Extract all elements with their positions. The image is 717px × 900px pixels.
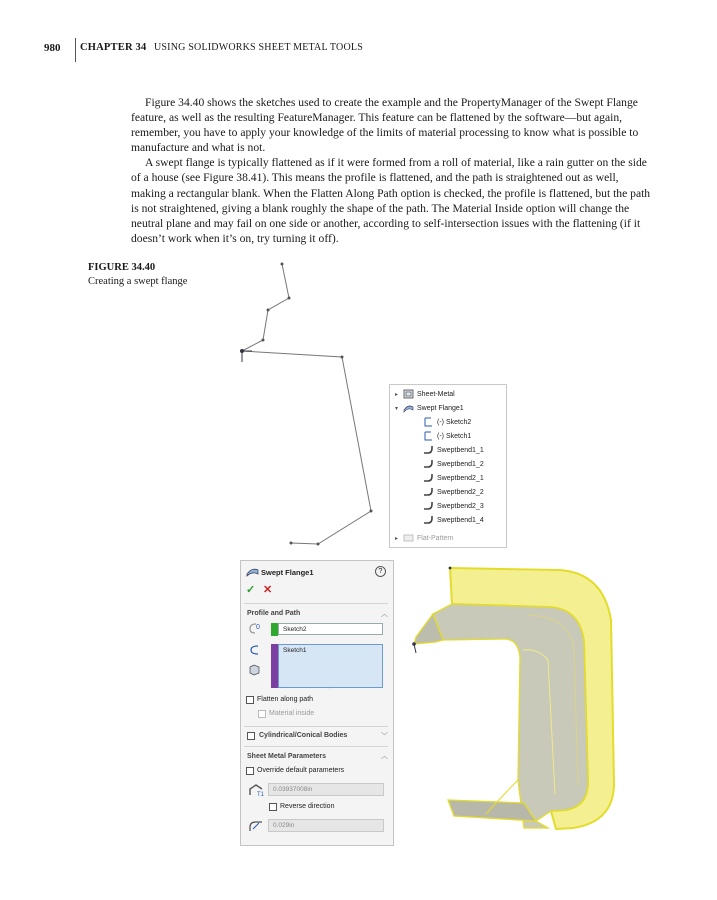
thickness-icon bbox=[248, 783, 264, 797]
profile-icon bbox=[248, 622, 262, 634]
bend-icon bbox=[423, 445, 434, 455]
tree-item-label: (-) Sketch2 bbox=[437, 418, 472, 426]
override-parameters-label: Override default parameters bbox=[257, 767, 345, 774]
bend-radius-icon bbox=[248, 819, 264, 833]
tree-item-sweptbend[interactable] bbox=[423, 443, 484, 457]
tree-item-sketch2[interactable] bbox=[423, 415, 471, 429]
bend-icon bbox=[423, 501, 434, 511]
reverse-direction-checkbox[interactable] bbox=[269, 803, 277, 811]
path-color-swatch bbox=[271, 644, 278, 688]
sketch-drawing bbox=[230, 258, 390, 558]
panel-title: Swept Flange1 bbox=[261, 568, 314, 577]
figure-label: FIGURE 34.40 bbox=[88, 262, 156, 273]
paragraph: A swept flange is typically flattened as if it were formed from a roll of material, like a rain gutter on the side of a house (see Figure 38.41). This means the profile is flattened, and the path is straightened out as well, making a rectangular blank. When the Flatten Along Path option is checked, the profile is flattened, but the path is not straightened, giving a blank roughly the shape of the path. The Material Inside option will change the neutral plane and may fail on one side or another, according to self-intersection issues with the flattening (if it doesn’t work when it’s on, try turning it off). bbox=[131, 156, 651, 245]
tree-item-sweptbend[interactable] bbox=[423, 485, 484, 499]
expand-icon[interactable]: ▸ bbox=[395, 391, 399, 398]
thickness-field[interactable]: 0.03937008in bbox=[268, 783, 384, 796]
expand-icon[interactable]: ▸ bbox=[395, 535, 399, 542]
material-inside-label: Material inside bbox=[269, 710, 315, 717]
flatten-along-path-label: Flatten along path bbox=[257, 696, 314, 703]
collapse-icon[interactable]: ︿ bbox=[381, 611, 388, 618]
bend-icon bbox=[423, 515, 434, 525]
tree-item-sweptbend[interactable] bbox=[423, 471, 484, 485]
resize-handle[interactable]: ◌ bbox=[328, 686, 332, 692]
tree-item-sweptbend[interactable] bbox=[423, 499, 484, 513]
section-profile-and-path[interactable]: Profile and Path bbox=[247, 610, 301, 617]
cancel-button[interactable]: ✕ bbox=[263, 584, 273, 596]
bend-radius-field[interactable]: 0.029in bbox=[268, 819, 384, 832]
override-parameters-checkbox[interactable] bbox=[246, 767, 254, 775]
help-button[interactable]: ? bbox=[375, 566, 386, 577]
flat-pattern-icon bbox=[403, 533, 414, 543]
material-inside-checkbox[interactable] bbox=[258, 710, 266, 718]
bend-icon bbox=[423, 459, 434, 469]
profile-color-swatch bbox=[271, 623, 278, 636]
tree-item-sweptbend[interactable] bbox=[423, 513, 484, 527]
chapter-label: CHAPTER 34 bbox=[80, 42, 147, 53]
tree-item-sheet-metal[interactable] bbox=[395, 387, 455, 401]
body-text bbox=[131, 95, 653, 246]
feature-manager-tree bbox=[389, 384, 507, 548]
ok-button[interactable]: ✓ bbox=[246, 584, 256, 596]
tree-item-label: (-) Sketch1 bbox=[437, 432, 472, 440]
section-sheet-metal-parameters[interactable]: Sheet Metal Parameters bbox=[247, 753, 326, 760]
sketch-icon bbox=[423, 431, 434, 441]
tree-item-flat-pattern[interactable] bbox=[395, 531, 454, 545]
swept-flange-icon bbox=[403, 403, 414, 413]
tree-item-label: Sheet-Metal bbox=[417, 390, 455, 398]
expand-icon[interactable]: ﹀ bbox=[381, 733, 388, 740]
chapter-title: USING SOLIDWORKS SHEET METAL TOOLS bbox=[154, 42, 363, 53]
tree-item-label: Flat-Pattern bbox=[417, 534, 454, 542]
tree-item-label: Sweptbend2_1 bbox=[437, 474, 484, 482]
bend-icon bbox=[423, 487, 434, 497]
tree-item-label: Sweptbend1_1 bbox=[437, 446, 484, 454]
flatten-along-path-checkbox[interactable] bbox=[246, 696, 254, 704]
section-cylindrical-bodies[interactable]: Cylindrical/Conical Bodies bbox=[259, 732, 348, 739]
divider bbox=[244, 746, 388, 747]
collapse-icon[interactable]: ︿ bbox=[381, 753, 388, 760]
svg-text:T1: T1 bbox=[257, 792, 264, 797]
path-sketch-list[interactable]: Sketch1 bbox=[278, 644, 383, 688]
bend-icon bbox=[423, 473, 434, 483]
divider bbox=[244, 603, 388, 604]
path-icon bbox=[249, 644, 261, 656]
tree-item-swept-flange[interactable] bbox=[395, 401, 464, 415]
profile-sketch-field[interactable]: Sketch2 bbox=[278, 623, 383, 635]
tree-item-sweptbend[interactable] bbox=[423, 457, 484, 471]
sheet-metal-icon bbox=[403, 389, 414, 399]
swept-flange-icon bbox=[246, 566, 259, 577]
paragraph: Figure 34.40 shows the sketches used to create the example and the PropertyManager of the Swept Flange feature, as well as the resulting FeatureManager. This feature can be flattened by the software—but again, remember, you have to apply your knowledge of the limits of material processing to know what is possible to manufacture and what is not. bbox=[131, 96, 639, 155]
svg-text:0: 0 bbox=[256, 624, 260, 631]
cylindrical-bodies-checkbox[interactable] bbox=[247, 732, 255, 740]
divider bbox=[244, 726, 388, 727]
tree-item-label: Sweptbend1_4 bbox=[437, 516, 484, 524]
sketch-icon bbox=[423, 417, 434, 427]
collapse-icon[interactable]: ▾ bbox=[395, 405, 399, 412]
reverse-direction-label: Reverse direction bbox=[280, 803, 335, 810]
tree-item-label: Swept Flange1 bbox=[417, 404, 464, 412]
tree-item-label: Sweptbend1_2 bbox=[437, 460, 484, 468]
page-number: 980 bbox=[44, 42, 61, 54]
figure-caption: Creating a swept flange bbox=[88, 276, 188, 287]
header-divider bbox=[75, 38, 76, 62]
tree-item-label: Sweptbend2_3 bbox=[437, 502, 484, 510]
property-manager-panel bbox=[240, 560, 394, 846]
tree-item-label: Sweptbend2_2 bbox=[437, 488, 484, 496]
bend-body-icon bbox=[248, 663, 261, 676]
tree-item-sketch1[interactable] bbox=[423, 429, 471, 443]
swept-flange-part bbox=[408, 560, 628, 840]
